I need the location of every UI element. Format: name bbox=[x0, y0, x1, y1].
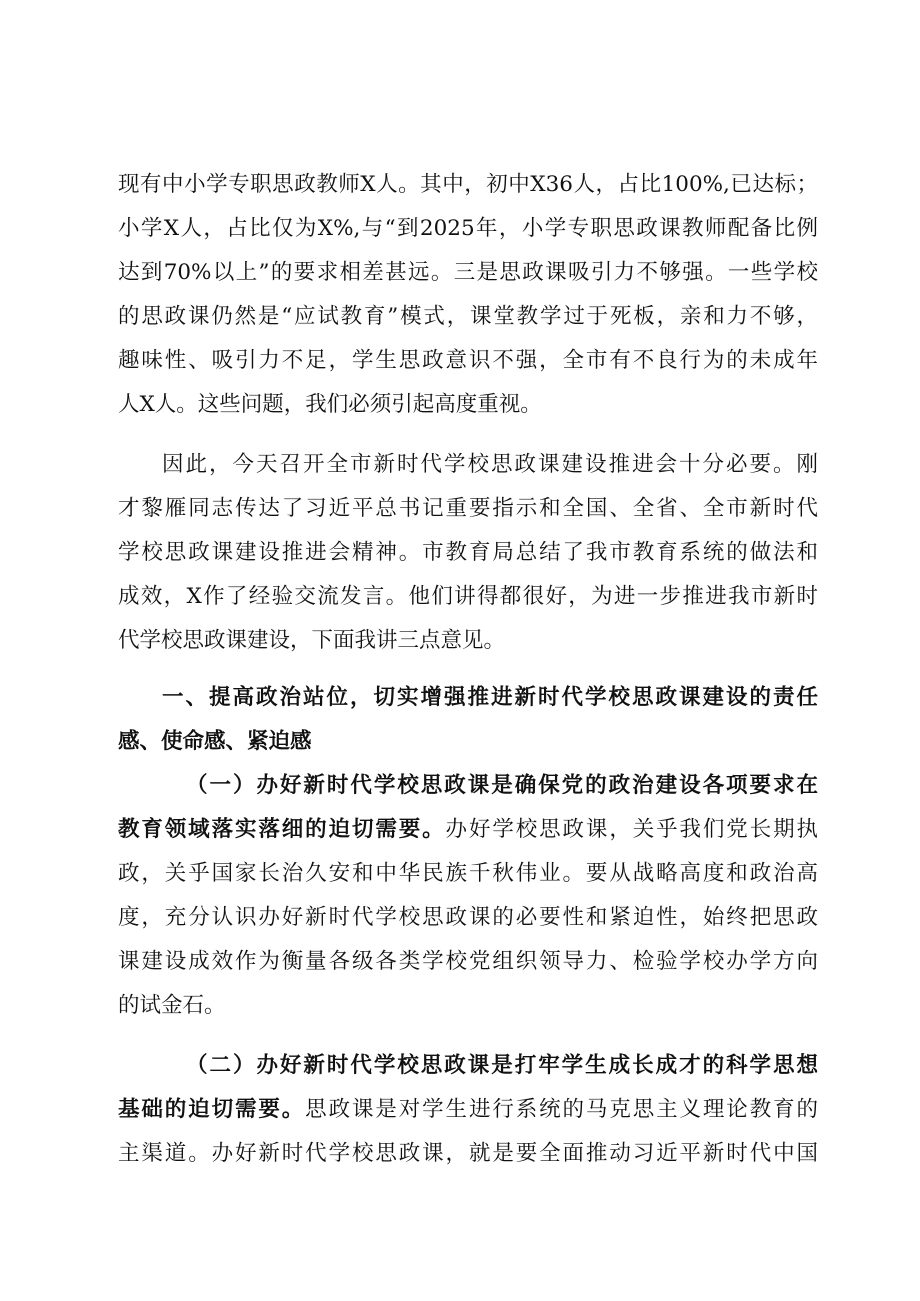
subsection-heading: （一）办好新时代学校思政课是确保党的政治建设各项要求在 bbox=[186, 773, 818, 798]
paragraph-line: 代学校思政课建设，下面我讲三点意见。 bbox=[118, 628, 506, 653]
paragraph-line: 成效，X作了经验交流发言。他们讲得都很好，为进一步推进我市新时 bbox=[118, 584, 818, 609]
paragraph-line bbox=[118, 808, 818, 852]
paragraph-line bbox=[118, 1088, 818, 1132]
paragraph-line: 的思政课仍然是“应试教育”模式，课堂教学过于死板，亲和力不够， bbox=[118, 304, 818, 329]
paragraph-line: 主渠道。办好新时代学校思政课，就是要全面推动习近平新时代中国 bbox=[118, 1141, 818, 1166]
subsection-heading-end: 教育领域落实落细的迫切需要。 bbox=[118, 817, 446, 842]
paragraph-line: 小学X人，占比仅为X%,与“到2025年，小学专职思政课教师配备比例 bbox=[118, 216, 818, 241]
section-heading: 感、使命感、紧迫感 bbox=[118, 729, 312, 754]
section-heading: 一、提高政治站位，切实增强推进新时代学校思政课建设的责任 bbox=[162, 685, 818, 710]
paragraph-line: 趣味性、吸引力不足，学生思政意识不强，全市有不良行为的未成年 bbox=[118, 348, 818, 373]
subsection-heading-end: 基础的迫切需要。 bbox=[118, 1097, 306, 1122]
subsection-heading: （二）办好新时代学校思政课是打牢学生成长成才的科学思想 bbox=[186, 1053, 818, 1078]
paragraph-line: 人X人。这些问题，我们必须引起高度重视。 bbox=[118, 392, 542, 417]
paragraph-line: 政，关乎国家长治久安和中华民族千秋伟业。要从战略高度和政治高 bbox=[118, 861, 818, 886]
paragraph-line: 的试金石。 bbox=[118, 993, 226, 1018]
paragraph-text: 思政课是对学生进行系统的马克思主义理论教育的 bbox=[305, 1097, 818, 1122]
paragraph-line: 因此，今天召开全市新时代学校思政课建设推进会十分必要。刚 bbox=[162, 452, 818, 477]
paragraph-line: 学校思政课建设推进会精神。市教育局总结了我市教育系统的做法和 bbox=[118, 540, 818, 565]
paragraph-line: 现有中小学专职思政教师X人。其中，初中X36人，占比100%,已达标； bbox=[118, 172, 818, 197]
paragraph-line: 课建设成效作为衡量各级各类学校党组织领导力、检验学校办学方向 bbox=[118, 949, 818, 974]
paragraph-line: 才黎雁同志传达了习近平总书记重要指示和全国、全省、全市新时代 bbox=[118, 496, 818, 521]
paragraph-text: 办好学校思政课，关乎我们党长期执 bbox=[445, 817, 818, 842]
paragraph-line: 达到70%以上”的要求相差甚远。三是思政课吸引力不够强。一些学校 bbox=[118, 260, 818, 285]
paragraph-line: 度，充分认识办好新时代学校思政课的必要性和紧迫性，始终把思政 bbox=[118, 905, 818, 930]
